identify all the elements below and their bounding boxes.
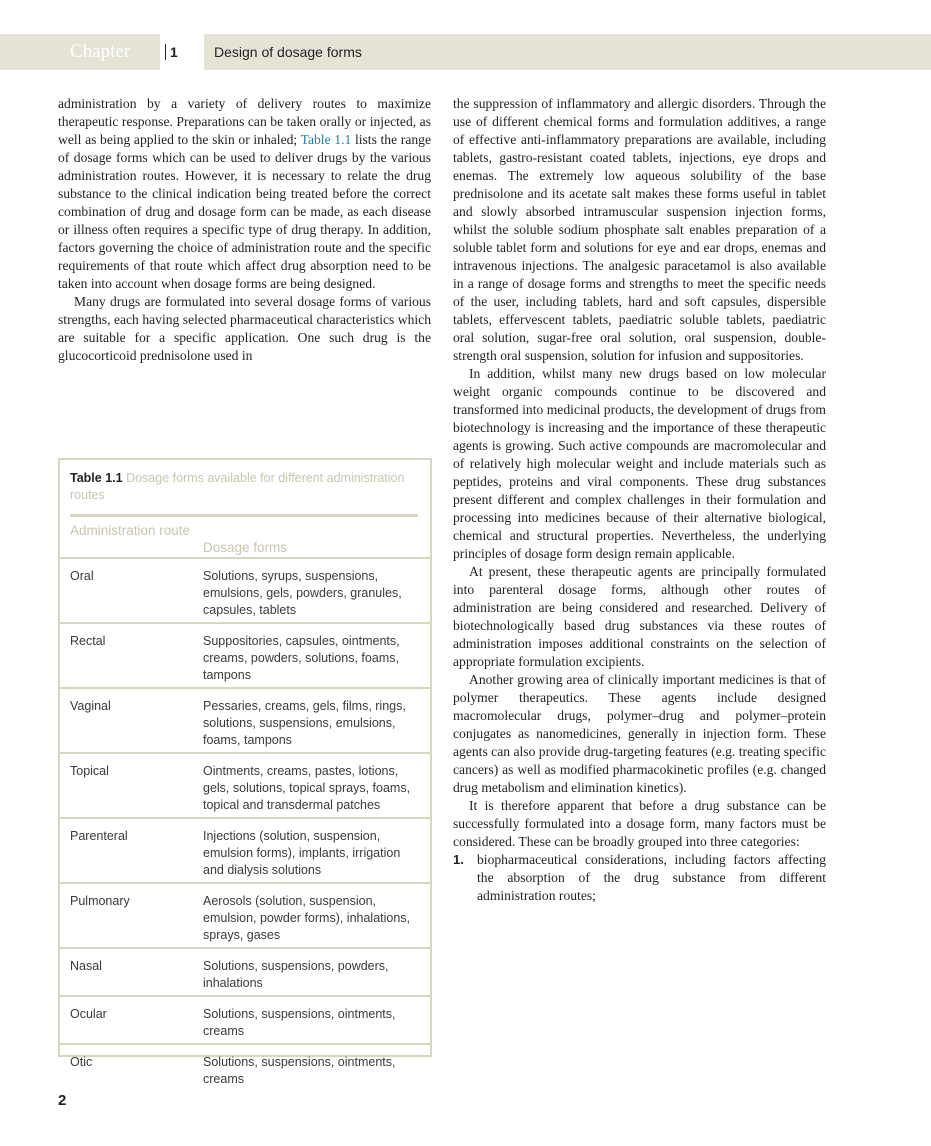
numbered-list (453, 851, 826, 905)
paragraph-text: lists the range of dosage forms which can be used to deliver drugs by the various administration routes. However, it is necessary to relate the drug substance to the clinical indication being treated before the correct combination of drug and dosage form can be made, as each disease or illness often requires a specific type of drug therapy. In addition, factors governing the choice of administration route and the specific requirements of that route which affect drug absorption need to be taken into account when dosage forms are being designed. (58, 132, 431, 291)
list-item-text: biopharmaceutical considerations, including factors affecting the absorption of the drug substance from different administration routes; (477, 852, 826, 903)
table-row (60, 997, 430, 1045)
table-label: Table 1.1 (70, 471, 123, 485)
paragraph: In addition, whilst many new drugs based on low molecular weight organic compounds continue to be discovered and transformed into medicinal products, the development of drugs from biotechnology is increasing and the importance of these therapeutic agents is growing. Such active compounds are macromolecular and of relatively high molecular weight and include materials such as peptides, proteins and viral components. These drug substances present different and complex challenges in their formulation and processing into medicines because of their alternative biological, chemical and structural properties. Nevertheless, the underlying principles of dosage form design remain applicable. (453, 366, 826, 561)
left-column (58, 95, 431, 365)
caption-divider (70, 514, 418, 517)
paragraph: Another growing area of clinically important medicines is that of polymer therapeutics. These agents include designed macromolecular drugs, polymer–drug and polymer–protein conjugates as nanomedicines, generally in injection form. These agents can also provide drug-targeting features (e.g. treating specific cancers) as well as modified pharmacokinetic profiles (e.g. changed drug metabolism and elimination kinetics). (453, 672, 826, 795)
table-row (60, 754, 430, 819)
list-number: 1. (453, 852, 464, 867)
list-item (453, 851, 826, 905)
route-cell: Ocular (70, 1007, 107, 1021)
table-header (70, 522, 418, 554)
route-cell: Topical (70, 764, 109, 778)
table-caption (70, 470, 410, 504)
forms-cell: Solutions, syrups, suspensions, emulsions, gels, powders, granules, capsules, tablets (203, 569, 402, 617)
forms-cell: Solutions, suspensions, ointments, creams (203, 1055, 396, 1086)
route-cell: Vaginal (70, 699, 111, 713)
forms-cell: Ointments, creams, pastes, lotions, gels, solutions, topical sprays, foams, topical and transdermal patches (203, 764, 411, 812)
table-row (60, 624, 430, 689)
route-cell: Parenteral (70, 829, 128, 843)
paragraph: At present, these therapeutic agents are principally formulated into parenteral dosage forms, although other routes of administration are being considered and researched. Delivery of biotechnologically based drug substances via these routes of administration imposes additional constraints on the selection of appropriate formulation excipients. (453, 564, 826, 669)
paragraph: the suppression of inflammatory and allergic disorders. Through the use of different chemical forms and formulation additives, a range of effective anti-inflammatory preparations are available, including tablets, gastro-resistant coated tablets, injections, eye drops and enemas. The extremely low aqueous solubility of the base prednisolone and its acetate salt makes these forms useful in tablet and slowly absorbed intramuscular suspension injection forms, whilst the soluble sodium phosphate salt enables preparation of a soluble tablet form and solutions for eye and ear drops, enemas and intravenous injections. The analgesic paracetamol is also available in a range of dosage forms and strengths to meet the specific needs of the user, including tablets, hard and soft capsules, dispersible tablets, effervescent tablets, paediatric soluble tablets, paediatric oral solution, sugar-free oral solution, oral suspension, double-strength oral suspension, solution for infusion and suppositories. (453, 96, 826, 363)
column-header-forms: Dosage forms (203, 540, 288, 555)
table-title: Dosage forms available for different administration routes (70, 471, 405, 502)
table-row (60, 819, 430, 884)
table-reference-link[interactable]: Table 1.1 (300, 132, 352, 147)
running-title: Design of dosage forms (214, 44, 362, 60)
table-row (60, 949, 430, 997)
paragraph: It is therefore apparent that before a drug substance can be successfully formulated into a dosage form, many factors must be considered. These can be broadly grouped into three categories: (453, 798, 826, 849)
route-cell: Oral (70, 569, 94, 583)
chapter-label: Chapter (70, 41, 131, 62)
right-column (453, 95, 826, 905)
table-body (60, 559, 430, 1091)
table-row (60, 689, 430, 754)
forms-cell: Aerosols (solution, suspension, emulsion, powder forms), inhalations, sprays, gases (203, 894, 411, 942)
column-header-route: Administration route (70, 523, 191, 538)
route-cell: Otic (70, 1055, 93, 1069)
paragraph-text: administration by a variety of delivery routes to maximize therapeutic response. Preparations can be taken orally or injected, as well as being applied to the skin or inhaled; (58, 96, 431, 147)
forms-cell: Solutions, suspensions, ointments, creams (203, 1007, 396, 1038)
forms-cell: Solutions, suspensions, powders, inhalations (203, 959, 389, 990)
table-row (60, 559, 430, 624)
paragraph (58, 95, 431, 293)
page-number: 2 (58, 1092, 67, 1109)
paragraph: Many drugs are formulated into several dosage forms of various strengths, each having selected pharmaceutical characteristics which are suitable for a specific application. One such drug is the glucocorticoid prednisolone used in (58, 294, 431, 363)
forms-cell: Injections (solution, suspension, emulsion forms), implants, irrigation and dialysis solutions (203, 829, 401, 877)
chapter-number: 1 (165, 44, 178, 60)
dosage-forms-table (58, 458, 432, 1086)
forms-cell: Pessaries, creams, gels, films, rings, solutions, suspensions, emulsions, foams, tampons (203, 699, 406, 747)
running-header (0, 34, 931, 70)
route-cell: Rectal (70, 634, 106, 648)
forms-cell: Suppositories, capsules, ointments, creams, powders, solutions, foams, tampons (203, 634, 400, 682)
route-cell: Pulmonary (70, 894, 130, 908)
table-row (60, 884, 430, 949)
route-cell: Nasal (70, 959, 102, 973)
table-row (60, 1045, 430, 1091)
